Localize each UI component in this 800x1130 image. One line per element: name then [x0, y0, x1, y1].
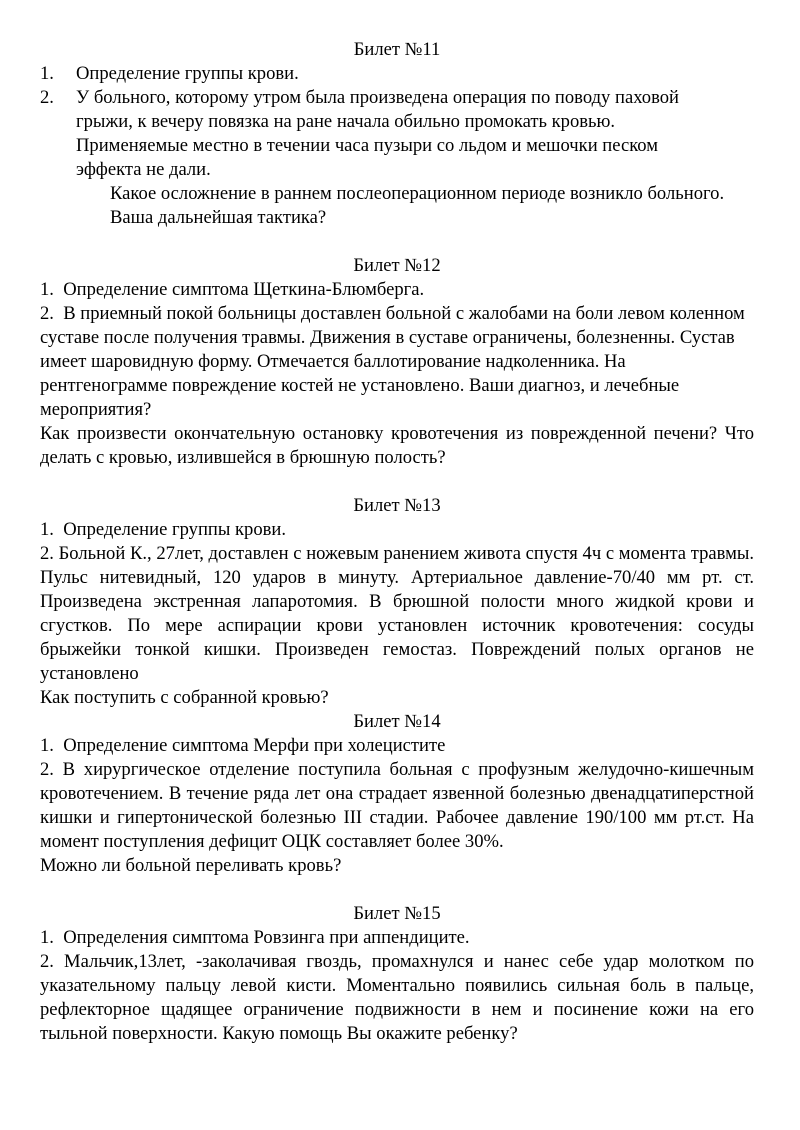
item-1: 1. Определение симптома Мерфи при холецистите — [40, 735, 446, 756]
ticket-question: Какое осложнение в раннем послеоперационном периоде возникло больного. Ваша дальнейшая тактика? — [110, 183, 725, 228]
list-item — [40, 86, 754, 182]
ticket-title: Билет №15 — [353, 903, 441, 924]
item-1: 1. Определение группы крови. — [40, 519, 286, 540]
item-2: 2. Мальчик,13лет, -заколачивая гвоздь, промахнулся и нанес себе удар молотком по указательному пальцу левой кисти. Моментально появились сильная боль в пальце, рефлекторное щадящее ограничение подвижности в нем и посинение кожи на его тыльной поверхности. Какую помощь Вы окажите ребенку? — [40, 951, 754, 1044]
ticket-question: Можно ли больной переливать кровь? — [40, 855, 342, 876]
item-1: 1. Определение симптома Щеткина-Блюмберга. — [40, 279, 425, 300]
list-item — [40, 62, 754, 86]
item-2: 2. Больной К., 27лет, доставлен с ножевым ранением живота спустя 4ч с момента травмы. Пульс нитевидный, 120 ударов в минуту. Артериальное давление-70/40 мм рт. ст. Произведена экстренная лапаротомия. В брюшной полости много жидкой крови и сгустков. По мере аспирации крови установлен источник кровотечения: сосуды брыжейки тонкой кишки. Произведен гемостаз. Повреждений полых органов не установлено — [40, 543, 754, 684]
ticket-title: Билет №12 — [353, 255, 441, 276]
item-text: Определение группы крови. — [76, 63, 299, 84]
item-text: У больного, которому утром была произведена операция по поводу паховой грыжи, к вечеру повязка на ране начала обильно промокать кровью. Применяемые местно в течении часа пузыри со льдом и мешочки песком эффекта не дали. — [76, 87, 679, 180]
item-1: 1. Определения симптома Ровзинга при аппендиците. — [40, 927, 470, 948]
ticket-13 — [40, 494, 754, 710]
extra-question: Как произвести окончательную остановку кровотечения из поврежденной печени? Что делать с кровью, излившейся в брюшную полость? — [40, 423, 754, 468]
ticket-title: Билет №14 — [353, 711, 441, 732]
ticket-question: Как поступить с собранной кровью? — [40, 687, 329, 708]
item-number: 1. — [40, 63, 54, 84]
ticket-14 — [40, 710, 754, 878]
item-2: 2. В хирургическое отделение поступила больная с профузным желудочно-кишечным кровотечением. В течение ряда лет она страдает язвенной болезнью двенадцатиперстной кишки и гипертонической болезнью III стадии. Рабочее давление 190/100 мм рт.ст. На момент поступления дефицит ОЦК составляет более 30%. — [40, 759, 754, 852]
item-2: 2. В приемный покой больницы доставлен больной с жалобами на боли левом коленном суставе после получения травмы. Движения в суставе ограничены, болезненны. Сустав имеет шаровидную форму. Отмечается баллотирование надколенника. На рентгенограмме повреждение костей не установлено. Ваши диагноз, и лечебные мероприятия? — [40, 303, 750, 420]
ticket-12 — [40, 254, 754, 470]
ticket-title: Билет №11 — [353, 39, 441, 60]
item-number: 2. — [40, 87, 54, 108]
ticket-15 — [40, 902, 754, 1046]
ticket-11 — [40, 38, 754, 230]
ticket-title: Билет №13 — [353, 495, 441, 516]
document-page — [40, 38, 754, 1046]
